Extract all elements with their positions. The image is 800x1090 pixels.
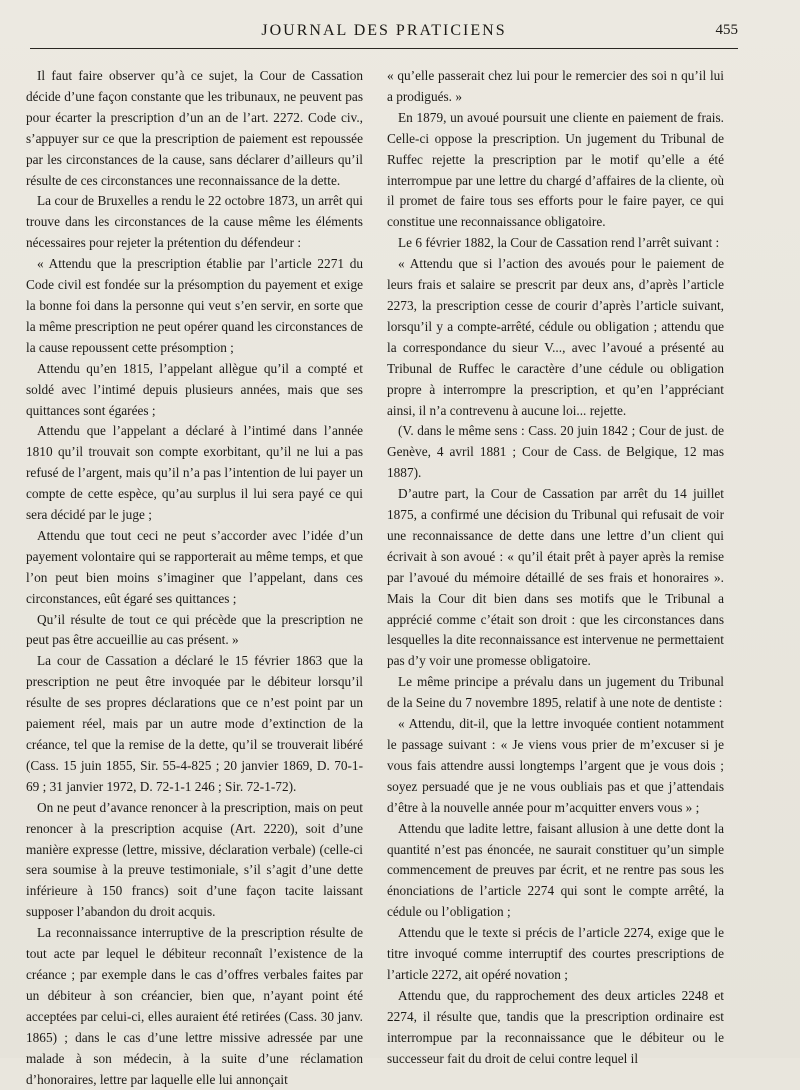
- paragraph: Attendu que ladite lettre, faisant allusion à une dette dont la quantité n’est pas énoncée, ne saurait constituer qu’un simple commencement de preuves par écrit, et ne rentre pas sous les énonciations de l’article 2274 qui sont le compte arrêté, la cédule ou l’obligation ;: [387, 820, 724, 920]
- paragraph: La cour de Cassation a déclaré le 15 février 1863 que la prescription ne peut être invoquée par le débiteur lorsqu’il résulte de ses propres déclarations que ce n’est point par un paiement réel, mais par un autre mode d’extinction de la créance, tel que la remise de la dette, qu’il se trouverait libéré (Cass. 15 juin 1855, Sir. 55-4-825 ; 20 janvier 1869, D. 70-1-69 ; 31 janvier 1972, D. 72-1-1 246 ; Sir. 72-1-72).: [26, 653, 363, 794]
- paragraph: Le même principe a prévalu dans un jugement du Tribunal de la Seine du 7 novembre 1895, relatif à une note de dentiste :: [387, 674, 724, 711]
- paragraph: Attendu que, du rapprochement des deux articles 2248 et 2274, il résulte que, tandis que la prescription ordinaire est interrompue par la reconnaissance que le débiteur ou le successeur fait du droit de celui contre lequel il: [387, 987, 724, 1066]
- paragraph: (V. dans le même sens : Cass. 20 juin 1842 ; Cour de just. de Genève, 4 avril 1881 ; Cour de Cass. de Belgique, 12 mas 1887).: [387, 423, 724, 481]
- paragraph: Qu’il résulte de tout ce qui précède que la prescription ne peut pas être accueillie au cas présent. »: [26, 611, 363, 648]
- page-number: 455: [715, 22, 738, 38]
- right-column: [387, 66, 724, 1070]
- paragraph: La reconnaissance interruptive de la prescription résulte de tout acte par lequel le débiteur reconnaît l’existence de la créance ; par exemple dans le cas d’offres verbales faites par un débiteur à son créancier, bien que, n’ayant point été acceptées par celui-ci, elles auraient été retirées (Cass. 30 janv. 1865) ; dans le cas d’une lettre missive adressée par une malade à son médecin, à la suite d’une réclamation d’honoraires, lettre par laquelle elle lui annonçait: [26, 925, 363, 1087]
- paragraph: Le 6 février 1882, la Cour de Cassation rend l’arrêt suivant :: [398, 235, 720, 251]
- paragraph: « qu’elle passerait chez lui pour le remercier des soi n qu’il lui a prodigués. »: [387, 68, 724, 104]
- paragraph: « Attendu, dit-il, que la lettre invoquée contient notamment le passage suivant : « Je viens vous prier de m’excuser si je vous fais attendre aussi longtemps l’argent que je vous dois ; soyez persuadé que je ne vous oubliais pas et que j’attendais d’être à la nouvelle année pour m’acquitter envers vous » ;: [387, 716, 724, 815]
- paragraph: Attendu que tout ceci ne peut s’accorder avec l’idée d’un payement volontaire qui se rapporterait au même temps, et que l’on peut bien moins s’imaginer que l’appelant, dans ces circonstances, eût égaré ses quittances ;: [26, 527, 363, 606]
- paragraph: Attendu que le texte si précis de l’article 2274, exige que le titre invoqué comme interruptif des courtes prescriptions de l’article 2272, ait opéré novation ;: [387, 925, 724, 982]
- paragraph: « Attendu que si l’action des avoués pour le paiement de leurs frais et salaire se prescrit par deux ans, d’après l’article 2273, la prescription cesse de courir d’après l’article suivant, lorsqu’il y a compte-arrêté, cédule ou obligation ; attendu que la correspondance du sieur V..., avec l’avoué a présenté au Tribunal de Ruffec le caractère d’une cédule ou obligation propre à interrompre la prescription, et qu’en l’appréciant ainsi, il n’a contrevenu à aucune loi... rejette.: [387, 256, 724, 418]
- left-column: [26, 66, 363, 1090]
- paragraph: D’autre part, la Cour de Cassation par arrêt du 14 juillet 1875, a confirmé une décision du Tribunal qui refusait de voir une reconnaissance de dette dans une lettre d’un client qui écrivait à son avoué : « qu’il était prêt à payer après la remise par l’avoué du mémoire détaillé de ses frais et honoraires ». Mais la Cour dit bien dans ses motifs que le Tribunal a apprécié comme c’était son droit : que les circonstances dans lesquelles la dite reconnaissance est intervenue ne permettaient pas d’y voir une promesse obligatoire.: [387, 486, 724, 669]
- paragraph: La cour de Bruxelles a rendu le 22 octobre 1873, un arrêt qui trouve dans les circonstances de la cause même les éléments nécessaires pour rejeter la prétention du défendeur :: [26, 193, 363, 251]
- page-header: [30, 22, 738, 46]
- paragraph: Attendu que l’appelant a déclaré à l’intimé dans l’année 1810 qu’il trouvait son compte exorbitant, qu’il ne lui a pas refusé de l’argent, mais qu’il n’a pas l’intention de lui payer un compte de cette espèce, qu’au surplus il lui sera payé ce qui sera décidé par le juge ;: [26, 423, 363, 523]
- header-rule: [30, 48, 738, 49]
- paragraph: Il faut faire observer qu’à ce sujet, la Cour de Cassation décide d’une façon constante que les tribunaux, ne peuvent pas pour écarter la prescription d’un an de l’art. 2272. Code civ., s’appuyer sur ce que la prescription de paiement est repoussée par les circonstances de la cause, sans déclarer d’ailleurs qu’il résulte de ces circonstances une reconnaissance de la dette.: [26, 68, 363, 188]
- paragraph: On ne peut d’avance renoncer à la prescription, mais on peut renoncer à la prescription acquise (Art. 2220), soit d’une manière expresse (lettre, missive, déclaration verbale) (celle-ci sera soumise à la preuve testimoniale, s’il s’agit d’une dette inférieure à 150 francs) soit d’une façon tacite laissant supposer l’abandon du droit acquis.: [26, 799, 363, 920]
- paragraph: Attendu qu’en 1815, l’appelant allègue qu’il a compté et soldé avec l’intimé depuis plusieurs années, mais que ses quittances sont égarées ;: [26, 360, 363, 418]
- paragraph: En 1879, un avoué poursuit une cliente en paiement de frais. Celle-ci oppose la prescription. Un jugement du Tribunal de Ruffec rejette la prescription par le motif qu’elle a été interrompue par une lettre du chargé d’affaires de la cliente, où il promet de faire tous ses efforts pour le faire payer, ce qui constitue une reconnaissance obligatoire.: [387, 109, 724, 230]
- running-title: JOURNAL DES PRATICIENS: [261, 22, 507, 39]
- paragraph: « Attendu que la prescription établie par l’article 2271 du Code civil est fondée sur la présomption du payement et exige la bonne foi dans la personne qui veut s’en servir, en sorte que la même prescription ne peut opérer quand les circonstances de la cause repoussent cette présomption ;: [26, 256, 363, 355]
